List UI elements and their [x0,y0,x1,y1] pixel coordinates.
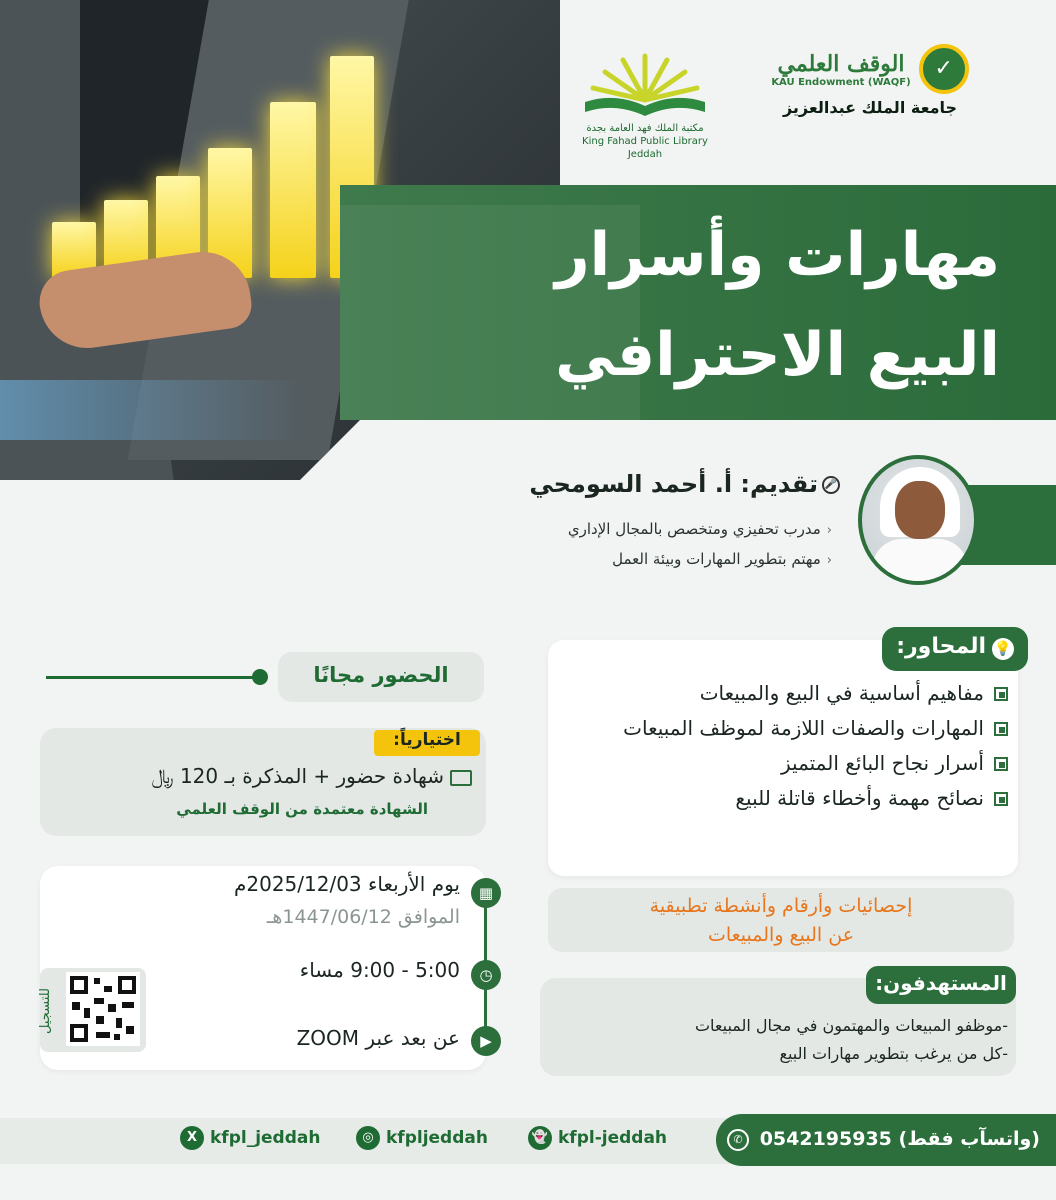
event-location: عن بعد عبر ZOOM [296,1026,460,1050]
whatsapp-note: (واتسآب فقط) [898,1128,1040,1150]
instagram-handle: kfpljeddah [386,1128,488,1148]
snapchat-link[interactable] [528,1126,667,1156]
whatsapp-number: 0542195935 [759,1128,892,1150]
event-time: 5:00 - 9:00 مساء [299,958,460,982]
certificate-icon [450,770,472,786]
presenter-avatar [858,455,978,585]
event-title-line1: مهارات وأسرار [555,220,1000,290]
optional-offer-text: شهادة حضور + المذكرة بـ 120 ﷼ [151,764,444,788]
registration-qr-code[interactable] [66,972,140,1046]
kau-emblem-icon: ✓ [919,44,969,94]
chevron-left-icon: ‹ [826,523,832,538]
clock-icon: ◷ [471,960,501,990]
stats-box [548,888,1014,952]
whatsapp-icon: ✆ [727,1129,749,1151]
snapchat-handle: kfpl-jeddah [558,1128,668,1148]
bio-item [470,545,832,575]
target-label: المستهدفون: [866,966,1016,1004]
whatsapp-contact[interactable] [716,1114,1056,1166]
bio-item [470,515,832,545]
bio-item-text: مهتم بتطوير المهارات وبيئة العمل [612,550,821,568]
presenter-name-text: تقديم: أ. أحمد السومحي [529,470,818,498]
target-item: -موظفو المبيعات والمهتمون في مجال المبيعات [694,1016,1008,1035]
axes-item-text: مفاهيم أساسية في البيع والمبيعات [699,681,984,705]
kau-logo [770,44,970,117]
avatar-face [895,481,945,539]
presenter-bio [470,515,832,575]
kfpl-caption-en: King Fahad Public Library Jeddah [582,136,708,160]
free-divider-dot [252,669,268,685]
stats-line2: عن البيع والمبيعات [707,924,855,946]
optional-offer [60,764,472,788]
axes-item [560,678,1008,709]
event-date: يوم الأربعاء 2025/12/03م [233,872,460,896]
kfpl-caption-ar: مكتبة الملك فهد العامة بجدة [586,123,704,134]
free-divider-line [46,676,264,679]
stats-line1: إحصائيات وأرقام وأنشطة تطبيقية [649,895,913,917]
instagram-link[interactable] [356,1126,488,1156]
axes-item [560,713,1008,744]
axes-item-text: المهارات والصفات اللازمة لموظف المبيعات [623,716,984,740]
event-hijri-date: الموافق 1447/06/12هـ [266,906,460,928]
axes-list [560,678,1008,818]
event-title-line2: البيع الاحترافي [555,320,1000,390]
microphone-icon: 🎤 [822,476,840,494]
square-bullet-icon [994,722,1008,736]
lightbulb-icon: 💡 [992,638,1014,660]
target-item: -كل من يرغب بتطوير مهارات البيع [779,1044,1008,1063]
instagram-icon: ◎ [356,1126,380,1150]
square-bullet-icon [994,687,1008,701]
snapchat-icon: 👻 [528,1126,552,1150]
event-title [360,205,1000,405]
video-camera-icon: ▶ [471,1026,501,1056]
axes-item-text: أسرار نجاح البائع المتميز [781,751,984,775]
kau-title: الوقف العلمي [777,50,905,77]
kfpl-logo [565,48,725,161]
calendar-icon: ▦ [471,878,501,908]
axes-item [560,783,1008,814]
presenter-name [470,470,840,498]
glow-bar [270,102,316,278]
square-bullet-icon [994,792,1008,806]
optional-label: اختيارياً: [374,730,480,756]
certificate-note: الشهادة معتمدة من الوقف العلمي [176,800,428,818]
avatar-thobe [872,539,968,585]
axes-item [560,748,1008,779]
axes-label [882,627,1028,671]
bio-item-text: مدرب تحفيزي ومتخصص بالمجال الإداري [567,520,821,538]
axes-label-text: المحاور: [896,634,986,659]
x-icon: X [180,1126,204,1150]
kau-university: جامعة الملك عبدالعزيز [782,98,958,117]
free-attendance-badge: الحضور مجانًا [278,652,484,702]
axes-item-text: نصائح مهمة وأخطاء قاتلة للبيع [735,786,984,810]
blue-glow [0,380,300,440]
x-link[interactable] [180,1126,320,1156]
square-bullet-icon [994,757,1008,771]
kau-subtitle: KAU Endowment (WAQF) [771,76,911,88]
kfpl-sunburst-icon [575,48,715,118]
register-label: للتسجيل [38,988,53,1034]
chevron-left-icon: ‹ [826,553,832,568]
x-handle: kfpl_jeddah [210,1128,321,1148]
target-list [556,1012,1008,1068]
